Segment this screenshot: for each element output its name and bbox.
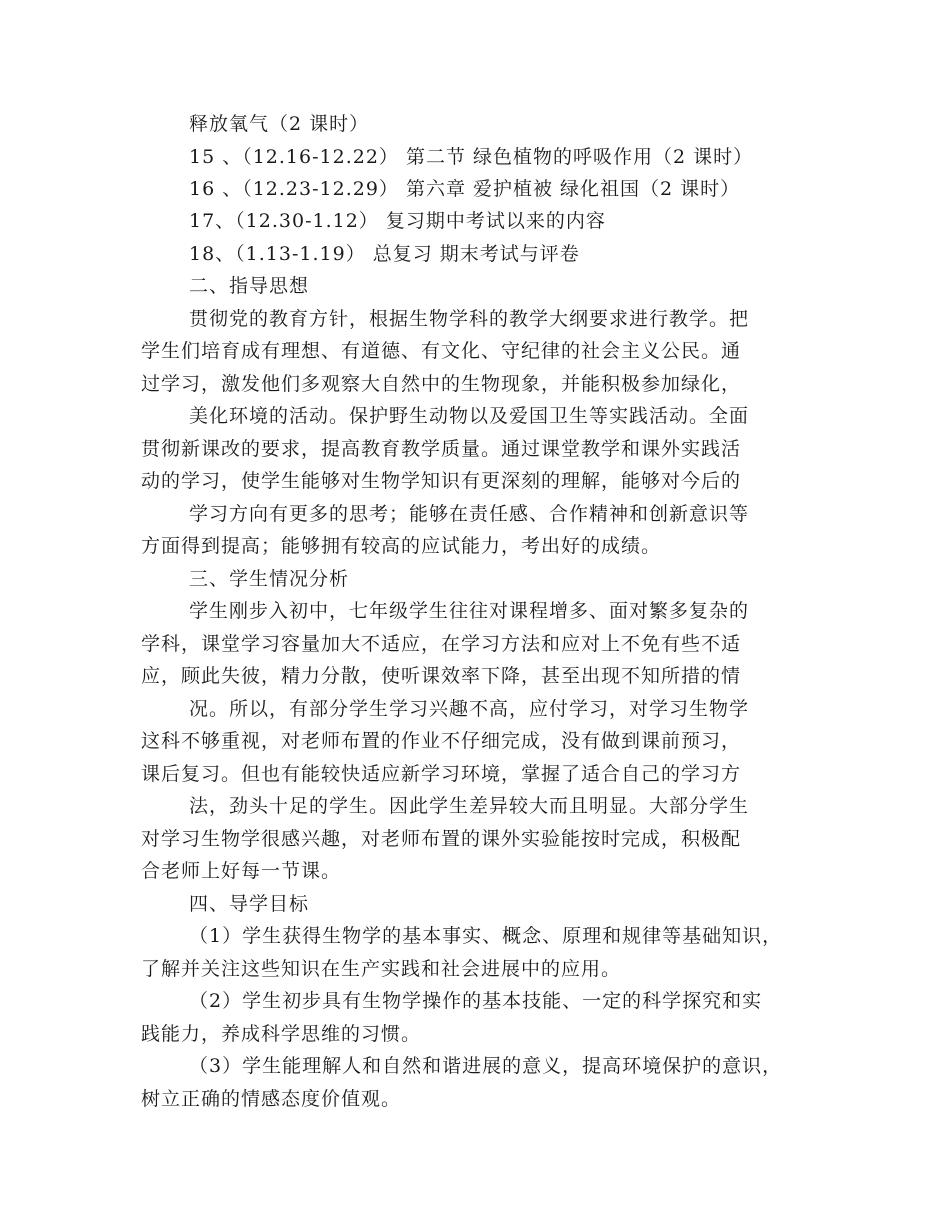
section-heading: 三、学生情况分析 <box>189 568 350 590</box>
section-heading: 四、导学目标 <box>189 893 310 915</box>
schedule-line: 17、（12.30-1.12） 复习期中考试以来的内容 <box>189 210 606 232</box>
objective-line: （3）学生能理解人和自然和谐进展的意义，提高环境保护的意识， <box>189 1055 783 1077</box>
schedule-line: 15 、（12.16-12.22） 第二节 绿色植物的呼吸作用（2 课时） <box>189 146 754 168</box>
section-heading: 二、指导思想 <box>189 275 310 297</box>
paragraph-line: 动的学习，使学生能够对生物学知识有更深刻的理解，能够对今后的 <box>141 470 742 492</box>
paragraph-line: 况。所以，有部分学生学习兴趣不高，应付学习，对学习生物学 <box>189 698 750 720</box>
objective-line: 树立正确的情感态度价值观。 <box>141 1088 402 1110</box>
objective-line: （1）学生获得生物学的基本事实、概念、原理和规律等基础知识， <box>189 925 783 947</box>
paragraph-line: 美化环境的活动。保护野生动物以及爱国卫生等实践活动。全面 <box>189 405 750 427</box>
paragraph-line: 这科不够重视，对老师布置的作业不仔细完成，没有做到课前预习， <box>141 730 742 752</box>
paragraph-line: 贯彻新课改的要求，提高教育教学质量。通过课堂教学和课外实践活 <box>141 438 742 460</box>
objective-line: 践能力，养成科学思维的习惯。 <box>141 1023 422 1045</box>
objective-line: （2）学生初步具有生物学操作的基本技能、一定的科学探究和实 <box>189 990 763 1012</box>
paragraph-line: 法，劲头十足的学生。因此学生差异较大而且明显。大部分学生 <box>189 795 750 817</box>
paragraph-line: 应，顾此失彼，精力分散，使听课效率下降，甚至出现不知所措的情 <box>141 665 742 687</box>
paragraph-line: 方面得到提高；能够拥有较高的应试能力，考出好的成绩。 <box>141 535 662 557</box>
paragraph-line: 学生刚步入初中，七年级学生往往对课程增多、面对繁多复杂的 <box>189 600 750 622</box>
paragraph-line: 过学习，激发他们多观察大自然中的生物现象，并能积极参加绿化， <box>141 373 742 395</box>
paragraph-line: 课后复习。但也有能较快适应新学习环境，掌握了适合自己的学习方 <box>141 763 742 785</box>
paragraph-line: 对学习生物学很感兴趣，对老师布置的课外实验能按时完成，积极配 <box>141 828 742 850</box>
paragraph-line: 学习方向有更多的思考；能够在责任感、合作精神和创新意识等 <box>189 503 750 525</box>
schedule-line: 18、（1.13-1.19） 总复习 期末考试与评卷 <box>189 243 580 265</box>
paragraph-line: 学生们培育成有理想、有道德、有文化、守纪律的社会主义公民。通 <box>141 340 742 362</box>
schedule-line: 16 、（12.23-12.29） 第六章 爱护植被 绿化祖国（2 课时） <box>189 178 741 200</box>
paragraph-line: 合老师上好每一节课。 <box>141 860 342 882</box>
schedule-line: 释放氧气（2 课时） <box>189 113 370 135</box>
objective-line: 了解并关注这些知识在生产实践和社会进展中的应用。 <box>141 958 622 980</box>
paragraph-line: 贯彻党的教育方针，根据生物学科的教学大纲要求进行教学。把 <box>189 308 750 330</box>
paragraph-line: 学科，课堂学习容量加大不适应，在学习方法和应对上不免有些不适 <box>141 633 742 655</box>
